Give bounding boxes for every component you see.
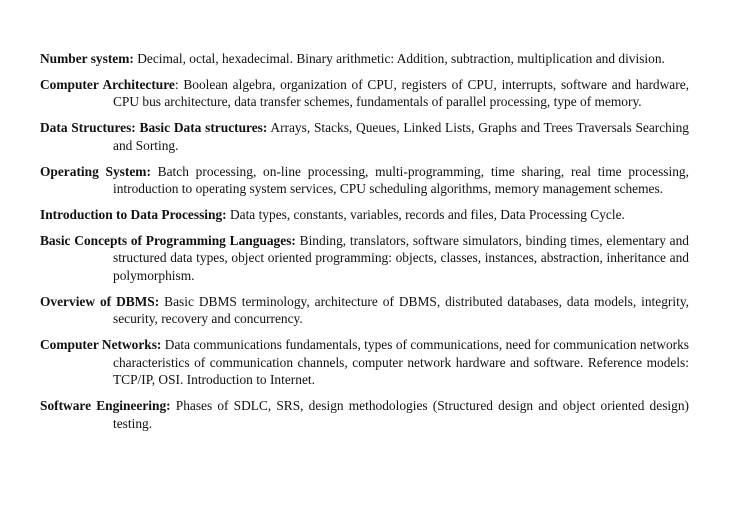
entry-body: Batch processing, on-line processing, multi-programming, time sharing, real time processing, introduction to operating system services, CPU scheduling algorithms, memory management schemes. [113,163,689,197]
entry-programming-languages [40,232,689,285]
entry-body: Binding, translators, software simulators, binding times, elementary and structured data types, object oriented programming: objects, classes, instances, abstraction, inheritance and polymorphism. [113,232,690,283]
entry-number-system [40,50,689,68]
entry-body: Arrays, Stacks, Queues, Linked Lists, Graphs and Trees Traversals Searching and Sorting. [113,120,689,153]
entry-computer-networks [40,336,689,389]
entry-heading: Computer Networks: [40,337,162,353]
entry-heading: Data Structures: Basic Data structures: [40,120,268,136]
entry-body: Phases of SDLC, SRS, design methodologies (Structured design and object oriented design) testing. [113,398,689,431]
entry-body: Data types, constants, variables, records and files, Data Processing Cycle. [226,206,625,222]
entry-heading: Overview of DBMS: [40,293,160,309]
entry-dbms [40,293,689,328]
entry-body: Decimal, octal, hexadecimal. Binary arithmetic: Addition, subtraction, multiplication and division. [133,51,665,66]
entry-heading: Computer Architecture [40,76,175,92]
entry-heading: Number system: [40,51,134,66]
entry-computer-architecture [40,76,689,111]
entry-operating-system [40,163,689,198]
syllabus-document [40,50,689,440]
entry-software-engineering [40,397,689,432]
entry-body: : Boolean algebra, organization of CPU, registers of CPU, interrupts, software and hardware, CPU bus architecture, data transfer schemes, fundamentals of parallel processing, type of memory. [113,76,689,110]
entry-body: Basic DBMS terminology, architecture of DBMS, distributed databases, data models, integrity, security, recovery and concurrency. [113,293,689,327]
entry-heading: Operating System: [40,163,151,179]
entry-heading: Software Engineering: [40,398,171,413]
entry-heading: Basic Concepts of Programming Languages: [40,232,296,248]
entry-heading: Introduction to Data Processing: [40,206,227,222]
entry-body: Data communications fundamentals, types of communications, need for communication networks characteristics of communication channels, computer network hardware and software. Reference models: TCP/IP, OSI. Introduction to Internet. [113,337,689,388]
entry-data-structures [40,119,689,154]
entry-data-processing [40,206,689,224]
